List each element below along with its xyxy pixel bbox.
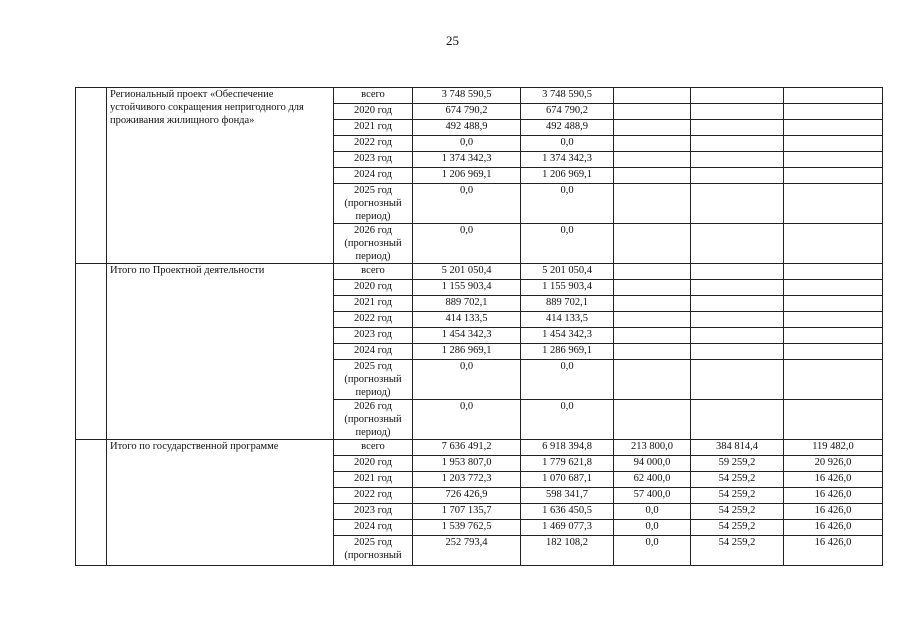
period-cell: 2022 год [334, 488, 413, 504]
value-cell: 3 748 590,5 [521, 88, 614, 104]
value-cell [784, 136, 883, 152]
value-cell [784, 296, 883, 312]
period-cell: 2023 год [334, 152, 413, 168]
value-cell: 1 155 903,4 [521, 280, 614, 296]
value-cell: 1 286 969,1 [521, 344, 614, 360]
value-cell [784, 344, 883, 360]
value-cell: 16 426,0 [784, 472, 883, 488]
value-cell: 1 155 903,4 [413, 280, 521, 296]
value-cell [784, 360, 883, 400]
value-cell: 492 488,9 [413, 120, 521, 136]
value-cell: 16 426,0 [784, 536, 883, 566]
value-cell: 1 374 342,3 [521, 152, 614, 168]
value-cell: 492 488,9 [521, 120, 614, 136]
period-cell: всего [334, 264, 413, 280]
block-title: Итого по Проектной деятельности [107, 264, 334, 440]
value-cell: 1 707 135,7 [413, 504, 521, 520]
value-cell [784, 224, 883, 264]
value-cell [784, 104, 883, 120]
value-cell [691, 104, 784, 120]
value-cell: 889 702,1 [413, 296, 521, 312]
value-cell: 16 426,0 [784, 504, 883, 520]
value-cell [784, 152, 883, 168]
value-cell [614, 344, 691, 360]
period-cell: всего [334, 440, 413, 456]
period-cell: 2024 год [334, 520, 413, 536]
period-cell: 2021 год [334, 296, 413, 312]
value-cell [691, 136, 784, 152]
value-cell: 0,0 [614, 536, 691, 566]
value-cell: 1 374 342,3 [413, 152, 521, 168]
period-cell: 2025 год (прогнозный [334, 536, 413, 566]
value-cell [614, 168, 691, 184]
index-cell [76, 88, 107, 264]
value-cell: 119 482,0 [784, 440, 883, 456]
value-cell [614, 136, 691, 152]
value-cell: 59 259,2 [691, 456, 784, 472]
value-cell: 5 201 050,4 [521, 264, 614, 280]
value-cell: 1 636 450,5 [521, 504, 614, 520]
value-cell [614, 312, 691, 328]
value-cell [691, 120, 784, 136]
value-cell [614, 184, 691, 224]
value-cell [614, 296, 691, 312]
value-cell: 252 793,4 [413, 536, 521, 566]
period-cell: 2020 год [334, 456, 413, 472]
value-cell [784, 280, 883, 296]
value-cell [614, 120, 691, 136]
value-cell [691, 280, 784, 296]
period-cell: 2026 год (прогнозный период) [334, 224, 413, 264]
value-cell [691, 264, 784, 280]
value-cell: 1 206 969,1 [521, 168, 614, 184]
index-cell [76, 264, 107, 440]
value-cell: 414 133,5 [521, 312, 614, 328]
value-cell: 414 133,5 [413, 312, 521, 328]
period-cell: 2021 год [334, 472, 413, 488]
value-cell: 0,0 [413, 400, 521, 440]
value-cell: 94 000,0 [614, 456, 691, 472]
period-cell: 2023 год [334, 504, 413, 520]
budget-table [75, 87, 883, 566]
value-cell: 54 259,2 [691, 488, 784, 504]
value-cell [614, 328, 691, 344]
block-title: Итого по государственной программе [107, 440, 334, 566]
value-cell: 0,0 [614, 520, 691, 536]
value-cell: 0,0 [413, 360, 521, 400]
value-cell [614, 280, 691, 296]
table-row [76, 264, 883, 280]
value-cell [784, 184, 883, 224]
value-cell: 16 426,0 [784, 520, 883, 536]
value-cell: 1 469 077,3 [521, 520, 614, 536]
value-cell: 182 108,2 [521, 536, 614, 566]
value-cell: 726 426,9 [413, 488, 521, 504]
index-cell [76, 440, 107, 566]
value-cell: 0,0 [413, 136, 521, 152]
period-cell: 2024 год [334, 168, 413, 184]
period-cell: 2022 год [334, 136, 413, 152]
value-cell: 57 400,0 [614, 488, 691, 504]
period-cell: 2025 год (прогнозный период) [334, 360, 413, 400]
period-cell: 2024 год [334, 344, 413, 360]
value-cell: 5 201 050,4 [413, 264, 521, 280]
value-cell [691, 152, 784, 168]
value-cell: 0,0 [521, 184, 614, 224]
value-cell: 54 259,2 [691, 536, 784, 566]
value-cell: 3 748 590,5 [413, 88, 521, 104]
period-cell: 2022 год [334, 312, 413, 328]
table-body [76, 88, 883, 566]
value-cell: 0,0 [413, 224, 521, 264]
period-cell: 2021 год [334, 120, 413, 136]
value-cell [614, 400, 691, 440]
value-cell: 54 259,2 [691, 520, 784, 536]
value-cell [691, 360, 784, 400]
value-cell: 7 636 491,2 [413, 440, 521, 456]
value-cell: 1 206 969,1 [413, 168, 521, 184]
value-cell: 1 070 687,1 [521, 472, 614, 488]
value-cell [784, 264, 883, 280]
value-cell: 1 779 621,8 [521, 456, 614, 472]
value-cell: 20 926,0 [784, 456, 883, 472]
value-cell: 1 203 772,3 [413, 472, 521, 488]
value-cell [614, 264, 691, 280]
period-cell: 2023 год [334, 328, 413, 344]
value-cell: 54 259,2 [691, 472, 784, 488]
value-cell [691, 224, 784, 264]
value-cell [614, 88, 691, 104]
page-number: 25 [446, 33, 459, 48]
value-cell [691, 168, 784, 184]
table-row [76, 440, 883, 456]
value-cell [614, 224, 691, 264]
value-cell: 0,0 [521, 400, 614, 440]
value-cell [691, 328, 784, 344]
value-cell [691, 344, 784, 360]
value-cell [784, 312, 883, 328]
value-cell: 1 953 807,0 [413, 456, 521, 472]
value-cell: 1 539 762,5 [413, 520, 521, 536]
value-cell: 62 400,0 [614, 472, 691, 488]
value-cell [691, 312, 784, 328]
value-cell: 6 918 394,8 [521, 440, 614, 456]
value-cell: 674 790,2 [521, 104, 614, 120]
value-cell [784, 120, 883, 136]
value-cell: 0,0 [614, 504, 691, 520]
table-row [76, 88, 883, 104]
value-cell [691, 296, 784, 312]
value-cell: 598 341,7 [521, 488, 614, 504]
value-cell: 54 259,2 [691, 504, 784, 520]
period-cell: всего [334, 88, 413, 104]
period-cell: 2025 год (прогнозный период) [334, 184, 413, 224]
value-cell: 384 814,4 [691, 440, 784, 456]
value-cell [784, 88, 883, 104]
value-cell [691, 184, 784, 224]
value-cell [784, 400, 883, 440]
value-cell: 16 426,0 [784, 488, 883, 504]
value-cell: 1 454 342,3 [521, 328, 614, 344]
value-cell [784, 328, 883, 344]
value-cell: 0,0 [521, 360, 614, 400]
period-cell: 2020 год [334, 280, 413, 296]
value-cell: 889 702,1 [521, 296, 614, 312]
value-cell: 213 800,0 [614, 440, 691, 456]
value-cell: 674 790,2 [413, 104, 521, 120]
period-cell: 2020 год [334, 104, 413, 120]
value-cell [691, 400, 784, 440]
value-cell: 0,0 [521, 136, 614, 152]
value-cell [614, 152, 691, 168]
value-cell [614, 360, 691, 400]
value-cell: 0,0 [413, 184, 521, 224]
value-cell: 1 286 969,1 [413, 344, 521, 360]
value-cell [614, 104, 691, 120]
period-cell: 2026 год (прогнозный период) [334, 400, 413, 440]
value-cell: 1 454 342,3 [413, 328, 521, 344]
block-title: Региональный проект «Обеспечение устойчивого сокращения непригодного для проживания жилищного фонда» [107, 88, 334, 264]
value-cell [784, 168, 883, 184]
value-cell: 0,0 [521, 224, 614, 264]
value-cell [691, 88, 784, 104]
